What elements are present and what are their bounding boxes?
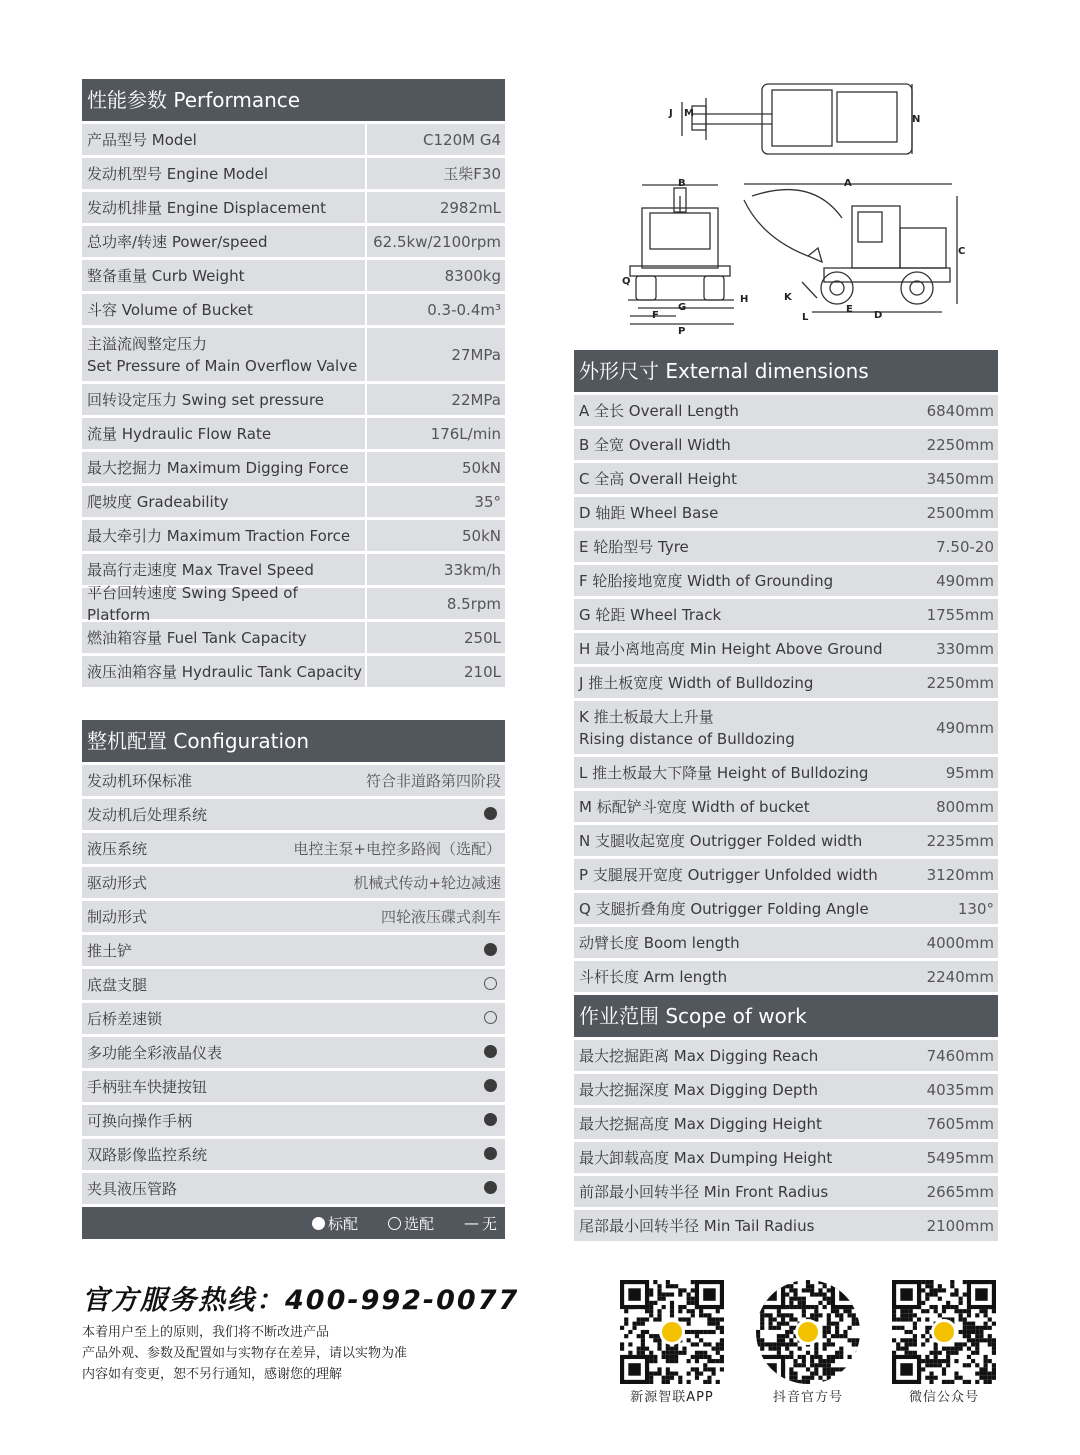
row-value: 2240mm	[926, 967, 994, 986]
row-value: 电控主泵+电控多路阀（选配）	[293, 840, 501, 858]
row-label-text: 后桥差速锁	[87, 1009, 163, 1028]
row-value: 50kN	[365, 452, 505, 483]
row-label	[574, 400, 739, 422]
row-label-text: B 全宽 Overall Width	[579, 435, 731, 454]
row-value: 5495mm	[926, 1148, 994, 1167]
row-label	[82, 661, 362, 683]
table-row	[574, 890, 998, 924]
excavator-drawing	[612, 78, 982, 338]
row-label-text: 液压系统	[87, 839, 148, 858]
row-label	[574, 706, 795, 750]
row-label	[82, 423, 271, 445]
row-label-text: 前部最小回转半径 Min Front Radius	[579, 1182, 829, 1201]
row-label	[82, 265, 244, 287]
table-row	[82, 189, 505, 223]
row-label-text: 最大牵引力 Maximum Traction Force	[87, 526, 351, 545]
table-row	[82, 796, 505, 830]
douyin-qr-code[interactable]	[756, 1280, 860, 1384]
configuration-title: 整机配置 Configuration	[82, 720, 505, 762]
row-label-text: 驱动形式	[87, 873, 148, 892]
row-value: 四轮液压碟式刹车	[380, 908, 501, 926]
excavator-dimension-diagram	[612, 78, 982, 338]
row-label-text: 燃油箱容量 Fuel Tank Capacity	[87, 628, 307, 647]
row-label	[574, 604, 721, 626]
row-label	[82, 163, 268, 185]
table-row	[574, 494, 998, 528]
table-row	[82, 1136, 505, 1170]
row-label-text: F 轮胎接地宽度 Width of Grounding	[579, 571, 834, 590]
row-label	[574, 932, 740, 954]
dimension-letter: N	[912, 114, 921, 125]
row-label	[82, 804, 207, 826]
row-label-text: M 标配铲斗宽度 Width of bucket	[579, 797, 810, 816]
row-value: 0.3-0.4m³	[365, 294, 505, 325]
table-row	[574, 528, 998, 562]
row-label	[82, 333, 357, 377]
row-label	[574, 762, 868, 784]
row-label	[574, 468, 737, 490]
row-label-text: 最高行走速度 Max Travel Speed	[87, 560, 314, 579]
app-qr-caption: 新源智联APP	[630, 1390, 714, 1405]
row-label	[82, 872, 147, 894]
row-value: 4035mm	[926, 1080, 994, 1099]
row-label-text: 回转设定压力 Swing set pressure	[87, 390, 325, 409]
row-label	[82, 129, 197, 151]
scope-title: 作业范围 Scope of work	[574, 995, 998, 1037]
row-label	[82, 299, 253, 321]
row-label	[574, 796, 810, 818]
row-value: 2500mm	[926, 503, 994, 522]
table-row	[82, 830, 505, 864]
row-label	[82, 770, 192, 792]
row-label	[574, 966, 727, 988]
row-label-text: 双路影像监控系统	[87, 1145, 208, 1164]
row-label	[82, 940, 132, 962]
table-row	[82, 1068, 505, 1102]
row-label-text: Q 支腿折叠角度 Outrigger Folding Angle	[579, 899, 869, 918]
row-value: 8.5rpm	[365, 588, 505, 619]
row-label	[82, 1178, 177, 1200]
legend-standard: 标配	[327, 1214, 358, 1233]
row-label-text: 平台回转速度 Swing Speed of Platform	[87, 583, 298, 624]
row-value: 330mm	[936, 639, 994, 658]
row-label-text: 斗容 Volume of Bucket	[87, 300, 253, 319]
standard-dot-icon	[484, 1147, 497, 1160]
row-label	[574, 1181, 828, 1203]
dimension-letter: C	[958, 246, 966, 257]
dimensions-table	[574, 350, 998, 1241]
row-value: 490mm	[936, 571, 994, 590]
standard-dot-icon	[484, 807, 497, 820]
row-value: 35°	[365, 486, 505, 517]
table-row	[574, 856, 998, 890]
table-row	[82, 449, 505, 483]
row-value: 玉柴F30	[365, 158, 505, 189]
row-value: 2100mm	[926, 1216, 994, 1235]
row-value	[484, 806, 505, 824]
row-label	[574, 830, 862, 852]
none-dash-icon: —	[463, 1214, 479, 1232]
table-row	[574, 392, 998, 426]
table-row	[82, 864, 505, 898]
row-value: 机械式传动+轮边减速	[353, 874, 501, 892]
row-value: 1755mm	[926, 605, 994, 624]
row-label-text: 最大挖掘高度 Max Digging Height	[579, 1114, 822, 1133]
row-label-text: J 推土板宽度 Width of Bulldozing	[579, 673, 814, 692]
table-row	[574, 1207, 998, 1241]
row-value: 210L	[365, 656, 505, 687]
row-value	[484, 1112, 505, 1130]
row-label-text: 发动机环保标准	[87, 771, 193, 790]
table-row	[574, 1105, 998, 1139]
row-value	[484, 1146, 505, 1164]
row-label-text: L 推土板最大下降量 Height of Bulldozing	[579, 763, 869, 782]
table-row	[82, 583, 505, 624]
row-label	[574, 898, 869, 920]
row-value: 符合非道路第四阶段	[365, 772, 501, 790]
standard-dot-icon	[484, 943, 497, 956]
row-label	[574, 434, 731, 456]
note-line: 产品外观、参数及配置如与实物存在差异，请以实物为准	[82, 1346, 408, 1361]
row-value: 27MPa	[365, 328, 505, 381]
row-label-text: D 轴距 Wheel Base	[579, 503, 719, 522]
table-row	[82, 257, 505, 291]
table-row	[574, 1071, 998, 1105]
row-label-text-en: Set Pressure of Main Overflow Valve	[87, 356, 358, 375]
row-label-text: 发动机型号 Engine Model	[87, 164, 268, 183]
dimension-letter: P	[678, 326, 686, 337]
row-value: 50kN	[365, 520, 505, 551]
disclaimer-notes	[82, 1322, 407, 1385]
table-row	[574, 698, 998, 754]
row-label	[574, 570, 833, 592]
row-value: 7.50-20	[936, 537, 994, 556]
row-label	[82, 525, 350, 547]
row-label	[574, 1113, 822, 1135]
row-label-text: E 轮胎型号 Tyre	[579, 537, 689, 556]
row-label-text: 爬坡度 Gradeability	[87, 492, 229, 511]
table-row	[82, 155, 505, 189]
legend-none: 无	[481, 1214, 497, 1233]
row-label-text: 多功能全彩液晶仪表	[87, 1043, 223, 1062]
row-value: 250L	[365, 622, 505, 653]
row-label-text: 最大挖掘深度 Max Digging Depth	[579, 1080, 818, 1099]
row-value: 2250mm	[926, 435, 994, 454]
row-label-text: 动臂长度 Boom length	[579, 933, 740, 952]
row-label	[574, 864, 878, 886]
table-row	[82, 898, 505, 932]
optional-dot-icon	[484, 1011, 497, 1024]
row-label-text: 整备重量 Curb Weight	[87, 266, 245, 285]
row-label-text: K 推土板最大上升量	[579, 707, 714, 726]
note-line: 内容如有变更，恕不另行通知，感谢您的理解	[82, 1367, 343, 1382]
row-value: 3120mm	[926, 865, 994, 884]
row-label	[82, 838, 147, 860]
table-row	[574, 664, 998, 698]
row-label	[574, 1045, 818, 1067]
optional-dot-icon	[484, 977, 497, 990]
row-value: 2235mm	[926, 831, 994, 850]
dimension-letter: G	[678, 302, 687, 313]
row-label-text: 尾部最小回转半径 Min Tail Radius	[579, 1216, 815, 1235]
optional-dot-icon	[388, 1217, 401, 1230]
table-row	[82, 653, 505, 687]
row-label-text: 手柄驻车快捷按钮	[87, 1077, 208, 1096]
dimension-letter: K	[784, 292, 792, 303]
dimension-letter: A	[844, 178, 852, 189]
row-label-text: N 支腿收起宽度 Outrigger Folded width	[579, 831, 863, 850]
wechat-qr-code[interactable]	[892, 1280, 996, 1384]
row-label-text: H 最小离地高度 Min Height Above Ground	[579, 639, 883, 658]
row-label	[82, 559, 314, 581]
row-label	[82, 1076, 207, 1098]
row-value	[484, 1044, 505, 1062]
table-row	[82, 325, 505, 381]
row-value: 2665mm	[926, 1182, 994, 1201]
row-label-text: G 轮距 Wheel Track	[579, 605, 722, 624]
row-label	[82, 1008, 162, 1030]
row-label	[82, 231, 268, 253]
row-label-text: 可换向操作手柄	[87, 1111, 193, 1130]
row-label	[82, 1110, 192, 1132]
app-qr-code[interactable]	[620, 1280, 724, 1384]
row-label	[574, 1147, 832, 1169]
standard-dot-icon	[484, 1045, 497, 1058]
row-label-text: 推土铲	[87, 941, 133, 960]
row-value: 2250mm	[926, 673, 994, 692]
row-value: 8300kg	[365, 260, 505, 291]
row-label	[574, 536, 689, 558]
service-hotline: 官方服务热线：400-992-0077	[82, 1285, 520, 1316]
row-value	[484, 976, 505, 994]
table-row	[574, 924, 998, 958]
row-label	[82, 974, 147, 996]
table-row	[82, 121, 505, 155]
table-row	[82, 932, 505, 966]
dimension-letter: H	[740, 294, 749, 305]
performance-title: 性能参数 Performance	[82, 79, 505, 121]
table-row	[82, 291, 505, 325]
dimension-letter: Q	[622, 276, 631, 287]
row-label-text: 最大挖掘力 Maximum Digging Force	[87, 458, 349, 477]
row-value: 176L/min	[365, 418, 505, 449]
row-label-text: 总功率/转速 Power/speed	[87, 232, 268, 251]
table-row	[574, 1037, 998, 1071]
table-row	[574, 822, 998, 856]
row-label-text: 夹具液压管路	[87, 1179, 178, 1198]
row-label-text-en: Rising distance of Bulldozing	[579, 729, 795, 748]
table-row	[82, 483, 505, 517]
table-row	[574, 958, 998, 992]
row-label-text: 液压油箱容量 Hydraulic Tank Capacity	[87, 662, 363, 681]
row-label	[574, 502, 718, 524]
row-label-text: 主溢流阀整定压力	[87, 334, 208, 353]
row-label-text: 斗杆长度 Arm length	[579, 967, 728, 986]
row-value: 33km/h	[365, 554, 505, 585]
row-label-text: A 全长 Overall Length	[579, 401, 739, 420]
table-row	[82, 762, 505, 796]
standard-dot-icon	[484, 1113, 497, 1126]
row-value	[484, 1180, 505, 1198]
dimensions-title: 外形尺寸 External dimensions	[574, 350, 998, 392]
legend-optional: 选配	[403, 1214, 434, 1233]
table-row	[574, 754, 998, 788]
row-label	[574, 1079, 818, 1101]
dimension-letter: M	[684, 108, 694, 119]
row-value: 62.5kw/2100rpm	[365, 226, 505, 257]
dimension-letter: D	[874, 310, 883, 321]
row-value	[484, 942, 505, 960]
qr-pattern	[620, 1280, 724, 1384]
standard-dot-icon	[484, 1079, 497, 1092]
table-row	[82, 381, 505, 415]
dimension-letter: E	[846, 304, 853, 315]
row-label	[82, 1042, 222, 1064]
table-row	[574, 788, 998, 822]
row-label	[82, 457, 349, 479]
row-label	[82, 197, 326, 219]
performance-table	[82, 79, 505, 687]
table-row	[82, 517, 505, 551]
table-row	[82, 551, 505, 585]
row-label	[82, 906, 147, 928]
dimension-letter: F	[652, 310, 659, 321]
table-row	[82, 1034, 505, 1068]
table-row	[574, 562, 998, 596]
table-row	[574, 1139, 998, 1173]
row-value: 7605mm	[926, 1114, 994, 1133]
row-value	[484, 1010, 505, 1028]
row-value: 3450mm	[926, 469, 994, 488]
row-value: 2982mL	[365, 192, 505, 223]
table-row	[82, 1170, 505, 1204]
table-row	[82, 415, 505, 449]
row-label	[574, 1215, 814, 1237]
row-value: 490mm	[936, 718, 994, 737]
row-value: 95mm	[945, 763, 994, 782]
row-label-text: 最大挖掘距离 Max Digging Reach	[579, 1046, 819, 1065]
standard-dot-icon	[484, 1181, 497, 1194]
table-row	[82, 1000, 505, 1034]
table-row	[82, 1102, 505, 1136]
row-label	[82, 389, 324, 411]
table-row	[574, 630, 998, 664]
row-label-text: 最大卸载高度 Max Dumping Height	[579, 1148, 833, 1167]
configuration-table	[82, 720, 505, 1239]
row-label	[82, 582, 365, 626]
row-label-text: 发动机排量 Engine Displacement	[87, 198, 327, 217]
note-line: 本着用户至上的原则，我们将不断改进产品	[82, 1325, 330, 1340]
row-value: 7460mm	[926, 1046, 994, 1065]
dimension-letter: J	[669, 108, 673, 119]
row-label	[82, 491, 228, 513]
row-value: 800mm	[936, 797, 994, 816]
row-value	[484, 1078, 505, 1096]
row-label-text: 流量 Hydraulic Flow Rate	[87, 424, 272, 443]
row-label-text: 底盘支腿	[87, 975, 148, 994]
table-row	[574, 1173, 998, 1207]
table-row	[574, 596, 998, 630]
row-label-text: C 全高 Overall Height	[579, 469, 737, 488]
wechat-qr-caption: 微信公众号	[908, 1390, 979, 1405]
table-row	[574, 460, 998, 494]
table-row	[82, 966, 505, 1000]
qr-pattern	[892, 1280, 996, 1384]
row-value: 4000mm	[926, 933, 994, 952]
qr-pattern	[756, 1280, 860, 1384]
row-label-text: 制动形式	[87, 907, 148, 926]
table-row	[574, 426, 998, 460]
row-label	[574, 672, 813, 694]
row-value: C120M G4	[365, 124, 505, 155]
row-value: 6840mm	[926, 401, 994, 420]
standard-dot-icon	[312, 1217, 325, 1230]
configuration-legend	[82, 1204, 505, 1239]
dimension-letter: L	[802, 312, 809, 323]
row-label-text: 产品型号 Model	[87, 130, 197, 149]
dimension-letter: B	[678, 178, 686, 189]
row-label-text: 发动机后处理系统	[87, 805, 208, 824]
table-row	[82, 223, 505, 257]
row-label	[82, 627, 307, 649]
row-label	[574, 638, 883, 660]
row-label-text: P 支腿展开宽度 Outrigger Unfolded width	[579, 865, 878, 884]
row-value: 130°	[957, 899, 994, 918]
douyin-qr-caption: 抖音官方号	[772, 1390, 843, 1405]
row-label	[82, 1144, 207, 1166]
row-value: 22MPa	[365, 384, 505, 415]
